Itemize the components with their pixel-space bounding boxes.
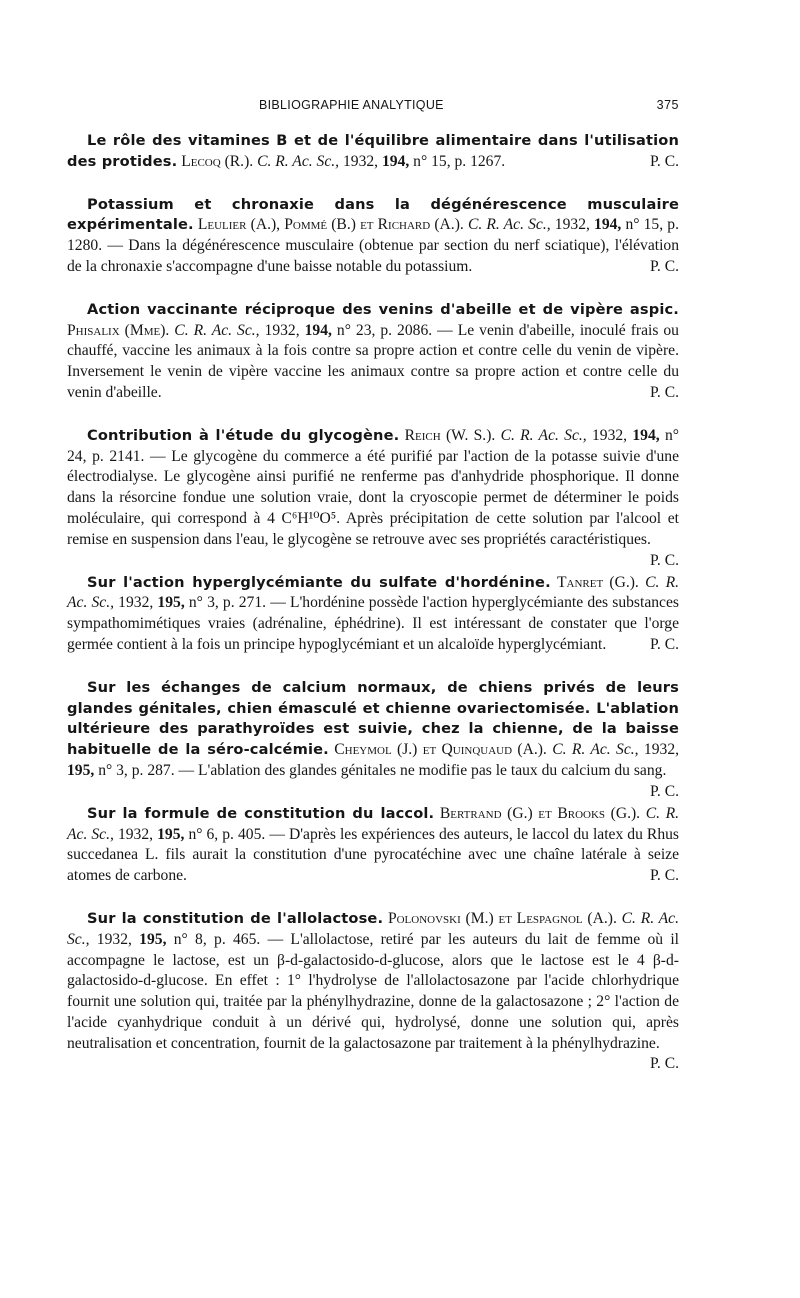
entry-authors: Cheymol (J.) et Quinquaud (A.). xyxy=(334,741,547,759)
entry-signature: P. C. xyxy=(649,551,679,569)
entry-journal: C. R. Ac. Sc., xyxy=(174,321,260,339)
entry-journal: C. R. Ac. Sc., xyxy=(257,152,340,170)
entry-year: 1932, xyxy=(96,930,132,948)
page xyxy=(67,98,679,1075)
entry-journal: C. R. Ac. Sc., xyxy=(67,573,680,612)
running-title: BIBLIOGRAPHIE ANALYTIQUE xyxy=(259,98,444,112)
entry-year: 1932, xyxy=(342,152,379,170)
entry-authors: Reich (W. S.). xyxy=(404,426,496,444)
entry-authors: Tanret (G.). xyxy=(556,573,639,591)
entry-year: 1932, xyxy=(117,825,154,843)
bibliography-entry xyxy=(67,678,680,800)
entry-ref: n° 23, p. 2086. xyxy=(336,321,433,339)
entry-title: Action vaccinante réciproque des venins d'abeille et de vipère aspic. xyxy=(87,300,679,318)
entry-year: 1932, xyxy=(643,741,680,759)
entry-title: Potassium et chronaxie dans la dégénérescence musculaire expérimentale. xyxy=(67,195,679,234)
entry-signature: P. C. xyxy=(649,635,679,653)
entry-volume: 194, xyxy=(594,216,622,234)
entry-volume: 194, xyxy=(304,321,332,339)
running-header xyxy=(67,98,679,120)
entry-ref: n° 24, p. 2141. xyxy=(67,426,679,465)
page-number: 375 xyxy=(656,98,679,112)
entry-title: Sur la constitution de l'allolactose. xyxy=(87,909,384,927)
entry-body: — D'après les expériences des auteurs, le laccol du latex du Rhus succedanea L. fils aurait la constitution d'une pyrocatéchine avec une chaîne latérale à seize atomes de carbone. xyxy=(67,825,679,885)
entry-authors: Polonovski (M.) et Lespagnol (A.). xyxy=(387,909,617,927)
entry-body: — Dans la dégénérescence musculaire (obtenue par section du nerf sciatique), l'élévation de la chronaxie s'accompagne d'une baisse notable du potassium. xyxy=(67,237,679,275)
entry-body: — L'allolactose, retiré par les auteurs du lait de femme où il accompagne le lactose, est un β-d-galactosido-d-glucose, alors que le lactose est le 4 β-d-galactosido-d-glucose. En effet : 1° l'hydrolyse de l'allolactosazone par l'acide chlorhydrique fournit une solution qui, traitée par la phénylhydrazine, donne de la galactosazone ; 2° l'action de l'acide cyanhydrique conduit à un dérivé qui, hydrolysé, donne une solution qui, après neutralisation et concentration, fournit de la galactosazone par traitement à la phénylhydrazine. xyxy=(67,930,679,1052)
entry-year: 1932, xyxy=(554,216,590,234)
bibliography-entry xyxy=(67,195,679,278)
entry-body: — Le venin d'abeille, inoculé frais ou chauffé, vaccine les animaux à la fois contre sa propre action et contre celle du venin de vipère. Inversement le venin de vipère vaccine les animaux contre sa propre action et contre celle du venin d'abeille. xyxy=(67,321,679,401)
entry-year: 1932, xyxy=(118,594,154,612)
entry-title: Sur l'action hyperglycémiante du sulfate d'hordénine. xyxy=(87,573,551,591)
entry-ref: n° 15, p. 1267. xyxy=(413,152,506,170)
entry-volume: 194, xyxy=(381,152,410,170)
entry-journal: C. R. Ac. Sc., xyxy=(67,909,679,948)
entry-journal: C. R. Ac. Sc., xyxy=(67,804,680,843)
entry-year: 1932, xyxy=(591,426,628,444)
entry-volume: 195, xyxy=(157,594,185,612)
entry-ref: n° 3, p. 271. xyxy=(188,594,267,612)
entry-signature: P. C. xyxy=(649,867,679,885)
entry-authors: Bertrand (G.) et Brooks (G.). xyxy=(439,804,641,822)
entry-body: — Le glycogène du commerce a été purifié par l'action de la potasse suivie d'une électrodialyse. Le glycogène ainsi purifié ne renferme pas d'anhydride phosphorique. Il donne dans la résorcine fondue une solution vraie, dont la cryoscopie permet de déterminer le poids moléculaire, qui correspond à 4 C⁶H¹⁰O⁵. Après précipitation de cette solution par l'alcool et remise en suspension dans l'eau, le glycogène se retrouve avec ses propriétés caractéristiques. xyxy=(67,447,679,548)
entry-signature: P. C. xyxy=(649,152,679,170)
entry-authors: Phisalix (Mme). xyxy=(67,321,170,339)
entry-volume: 195, xyxy=(67,761,95,779)
entry-ref: n° 15, p. 1280. xyxy=(67,216,679,255)
entry-signature: P. C. xyxy=(649,782,679,800)
entry-year: 1932, xyxy=(264,321,300,339)
entry-ref: n° 6, p. 405. xyxy=(188,825,266,843)
bibliography-entry xyxy=(67,573,679,656)
entry-volume: 195, xyxy=(139,930,167,948)
entry-volume: 194, xyxy=(632,426,660,444)
bibliography-entry xyxy=(67,804,679,887)
bibliography-entry xyxy=(67,300,679,404)
entry-authors: Lecoq (R.). xyxy=(181,152,254,170)
entry-title: Contribution à l'étude du glycogène. xyxy=(87,426,400,444)
entry-journal: C. R. Ac. Sc., xyxy=(552,741,639,759)
entry-journal: C. R. Ac. Sc., xyxy=(500,426,587,444)
entry-title: Sur la formule de constitution du laccol. xyxy=(87,804,435,822)
entry-signature: P. C. xyxy=(649,257,679,275)
bibliography-entry xyxy=(67,426,679,569)
entry-ref: n° 8, p. 465. xyxy=(173,930,261,948)
entry-ref: n° 3, p. 287. xyxy=(98,761,175,779)
entry-authors: Leulier (A.), Pommé (B.) et Richard (A.). xyxy=(197,216,464,234)
entry-body: — L'hordénine possède l'action hyperglycémiante des substances sympathomimétiques vraies (adrénaline, éphédrine). Il est intéressant de constater que l'orge germée contient à la fois un principe hypoglycémiant et un alcaloïde hyperglycémiant. xyxy=(67,594,679,653)
bibliography-entry xyxy=(67,909,679,1073)
entry-signature: P. C. xyxy=(649,1055,679,1073)
entry-title: Le rôle des vitamines B et de l'équilibre alimentaire dans l'utilisation des protides. xyxy=(67,132,679,170)
entry-signature: P. C. xyxy=(649,383,679,401)
entry-body: — L'ablation des glandes génitales ne modifie pas le taux du calcium du sang. xyxy=(178,761,667,779)
entry-journal: C. R. Ac. Sc., xyxy=(467,216,551,234)
bibliography-entry xyxy=(67,131,679,173)
entry-volume: 195, xyxy=(157,825,185,843)
entry-title: Sur les échanges de calcium normaux, de chiens privés de leurs glandes génitales, chien émasculé et chienne ovariectomisée. L'ablation ultérieure des parathyroïdes est suivie, chez la chienne, de la baisse habituelle de la séro-calcémie. xyxy=(67,678,679,759)
